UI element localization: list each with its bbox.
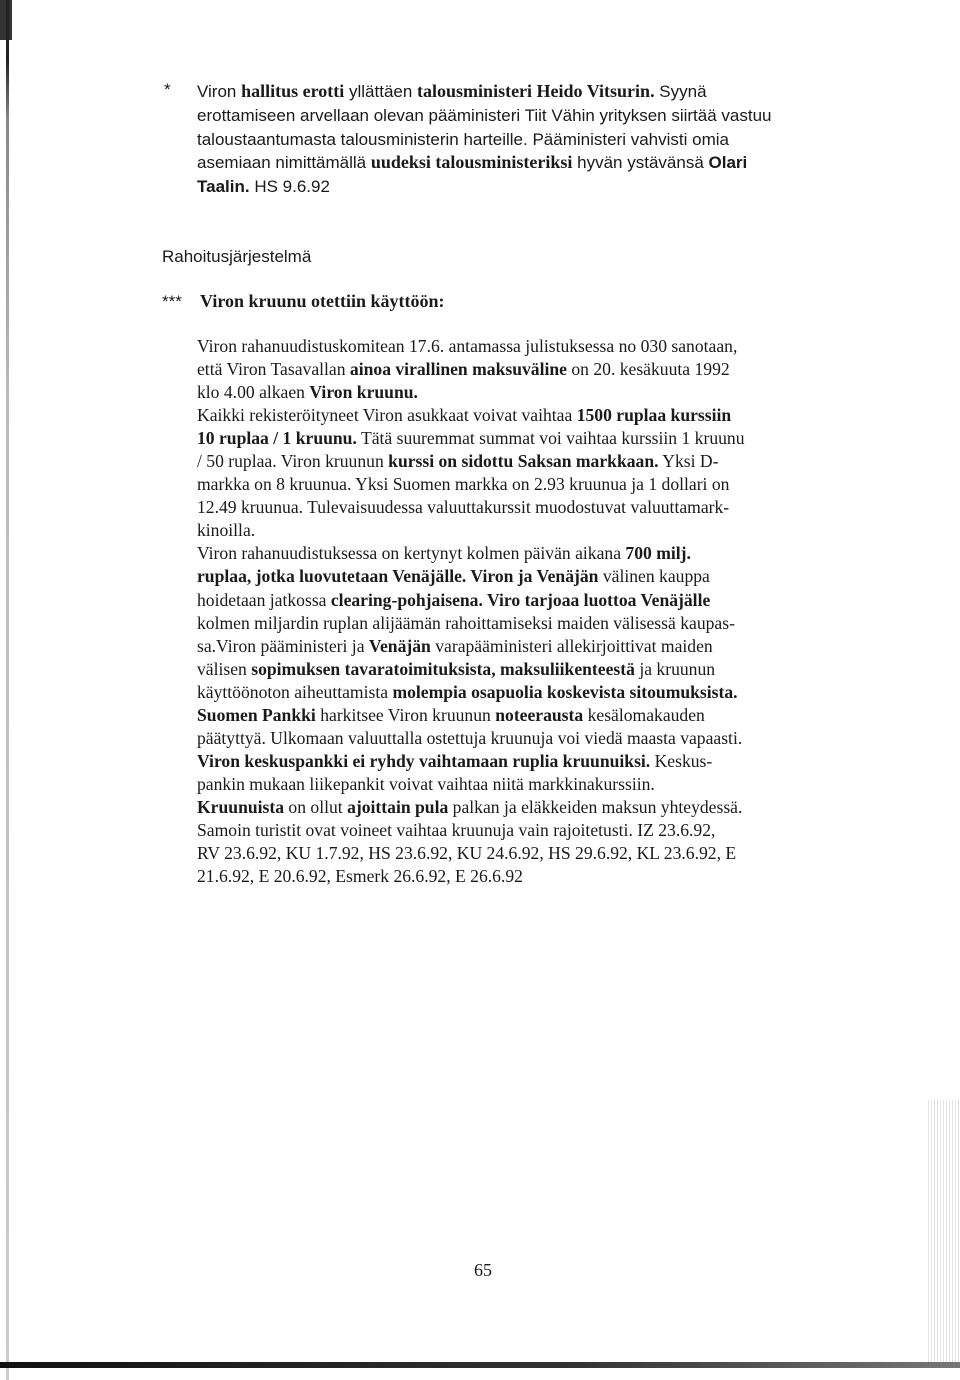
- text-run: sa.Viron pääministeri ja: [197, 635, 369, 656]
- text-run: Samoin turistit ovat voineet vaihtaa kruunuja vain rajoitetusti. IZ 23.6.92,: [197, 819, 716, 840]
- text-run: on ollut: [284, 796, 348, 817]
- text-run: yllättäen: [344, 82, 418, 101]
- text-run: että Viron Tasavallan: [197, 359, 350, 380]
- body-line: [197, 589, 817, 612]
- bold-run: molempia osapuolia koskevista sitoumuksista.: [392, 681, 738, 702]
- text-run: Kaikki rekisteröityneet Viron asukkaat voivat vaihtaa: [197, 405, 577, 426]
- text-run: Viron rahanuudistuksessa on kertynyt kolmen päivän aikana: [197, 543, 626, 564]
- text-run: Viron rahanuudistuskomitean 17.6. antamassa julistuksessa no 030 sanotaan,: [197, 336, 738, 356]
- body-line: [197, 612, 817, 635]
- subheading: Viron kruunu otettiin käyttöön:: [200, 291, 445, 311]
- intro-line-3: taloustaantumasta talousministerin harteille. Pääministeri vahvisti omia: [197, 129, 729, 149]
- bold-run: noteerausta: [495, 704, 584, 725]
- bold-run: uudeksi talousministeriksi: [370, 152, 573, 173]
- intro-line-5: [197, 175, 817, 199]
- body-line: [197, 473, 817, 496]
- text-run: on 20. kesäkuuta 1992: [566, 359, 730, 380]
- body-line: [197, 819, 817, 842]
- bold-run: ajoittain pula: [347, 796, 449, 817]
- bold-run: ruplaa, jotka luovutetaan Venäjälle. Viron ja Venäjän: [197, 566, 599, 587]
- body-line: [197, 404, 817, 427]
- bold-run: Suomen Pankki: [197, 704, 316, 725]
- text-run: Yksi D-: [658, 451, 719, 472]
- bold-run: Viron keskuspankki ei ryhdy vaihtamaan ruplia kruunuiksi.: [197, 750, 651, 771]
- bold-run: sopimuksen tavaratoimituksista, maksuliikenteestä: [251, 658, 635, 679]
- text-run: asemiaan nimittämällä: [197, 153, 371, 173]
- bold-run: clearing-pohjaisena. Viro tarjoaa luottoa Venäjälle: [330, 589, 711, 610]
- section-title: Rahoitusjärjestelmä: [162, 247, 312, 266]
- intro-line-1: [197, 80, 817, 104]
- body-line: [197, 727, 817, 750]
- text-run: kinoilla.: [197, 520, 256, 541]
- text-run: Viron: [197, 82, 242, 101]
- text-run: RV 23.6.92, KU 1.7.92, HS 23.6.92, KU 24.6.92, HS 29.6.92, KL 23.6.92, E: [197, 843, 737, 864]
- text-run: harkitsee Viron kruunun: [315, 704, 496, 725]
- text-run: ja kruunun: [634, 658, 716, 679]
- body-line: [197, 773, 817, 796]
- body-line: [197, 519, 817, 542]
- text-run: klo 4.00 alkaen: [197, 382, 310, 403]
- text-run: 21.6.92, E 20.6.92, Esmerk 26.6.92, E 26.6.92: [197, 866, 523, 887]
- text-run: varapääministeri allekirjoittivat maiden: [430, 635, 713, 656]
- text-run: kesälomakauden: [583, 704, 705, 725]
- text-run: markka on 8 kruunua. Yksi Suomen markka on 2.93 kruunua ja 1 dollari on: [197, 474, 730, 495]
- text-run: Syynä: [654, 82, 707, 101]
- text-run: pankin mukaan liikepankit voivat vaihtaa niitä markkinakurssiin.: [197, 773, 655, 794]
- body-line: [197, 450, 817, 473]
- text-run: käyttöönoton aiheuttamista: [197, 681, 393, 702]
- bold-run: Olari: [708, 153, 748, 173]
- scan-right-artifact: [928, 1100, 960, 1362]
- intro-line-2: erottamiseen arvellaan olevan pääministeri Tiit Vähin yrityksen siirtää vastuu: [197, 105, 772, 125]
- text-run: kolmen miljardin ruplan alijäämän rahoittamiseksi maiden välisessä kaupas-: [197, 612, 735, 633]
- text-run: palkan ja eläkkeiden maksun yhteydessä.: [448, 796, 743, 817]
- text-run: 12.49 kruunua. Tulevaisuudessa valuuttakurssit muodostuvat valuuttamark-: [197, 497, 730, 518]
- text-run: välinen kauppa: [598, 566, 710, 587]
- text-run: hoidetaan jatkossa: [197, 589, 331, 610]
- text-run: / 50 ruplaa. Viron kruunun: [197, 451, 389, 472]
- bold-run: Viron kruunu.: [309, 382, 418, 403]
- bold-run: 10 ruplaa / 1 kruunu.: [197, 428, 357, 449]
- body-line: [197, 681, 817, 704]
- body-line: [197, 842, 817, 865]
- text-run: Tätä suuremmat summat voi vaihtaa kurssiin 1 kruunu: [356, 428, 745, 449]
- body-line: [197, 496, 817, 519]
- body-paragraphs: [197, 335, 817, 888]
- text-run: Keskus-: [650, 750, 713, 771]
- body-line: [197, 427, 817, 450]
- text-run: HS 9.6.92: [249, 177, 330, 197]
- bullet-asterisk: *: [164, 80, 171, 99]
- body-line: [197, 381, 817, 404]
- scan-bottom-edge: [0, 1362, 960, 1368]
- scan-left-edge: [6, 0, 9, 1380]
- body-line: [197, 542, 817, 565]
- body-line: [197, 658, 817, 681]
- bold-run: Kruunuista: [197, 796, 285, 817]
- body-line: [197, 565, 817, 588]
- page-number: 65: [474, 1260, 492, 1280]
- bold-run: 1500 ruplaa kurssiin: [576, 405, 732, 426]
- bold-run: 700 milj.: [625, 543, 691, 564]
- body-line: [197, 358, 817, 381]
- bold-run: talousministeri Heido Vitsurin.: [417, 81, 655, 101]
- bold-run: Taalin.: [197, 177, 250, 197]
- body-line: [197, 750, 817, 773]
- subheading-stars: ***: [162, 292, 182, 311]
- body-line: [197, 865, 817, 888]
- body-line: [197, 796, 817, 819]
- intro-line-4: [197, 151, 817, 175]
- bold-run: Venäjän: [368, 635, 431, 656]
- body-line: [197, 635, 817, 658]
- text-run: hyvän ystävänsä: [572, 153, 709, 173]
- body-line: [197, 335, 817, 358]
- bold-run: kurssi on sidottu Saksan markkaan.: [388, 451, 659, 472]
- text-run: päätyttyä. Ulkomaan valuuttalla ostettuja kruunuja voi viedä maasta vapaasti.: [197, 727, 743, 748]
- bold-run: ainoa virallinen maksuväline: [349, 359, 567, 380]
- body-line: [197, 704, 817, 727]
- bold-run: hallitus erotti: [241, 81, 345, 101]
- intro-paragraph: [197, 80, 817, 199]
- text-run: välisen: [197, 658, 252, 679]
